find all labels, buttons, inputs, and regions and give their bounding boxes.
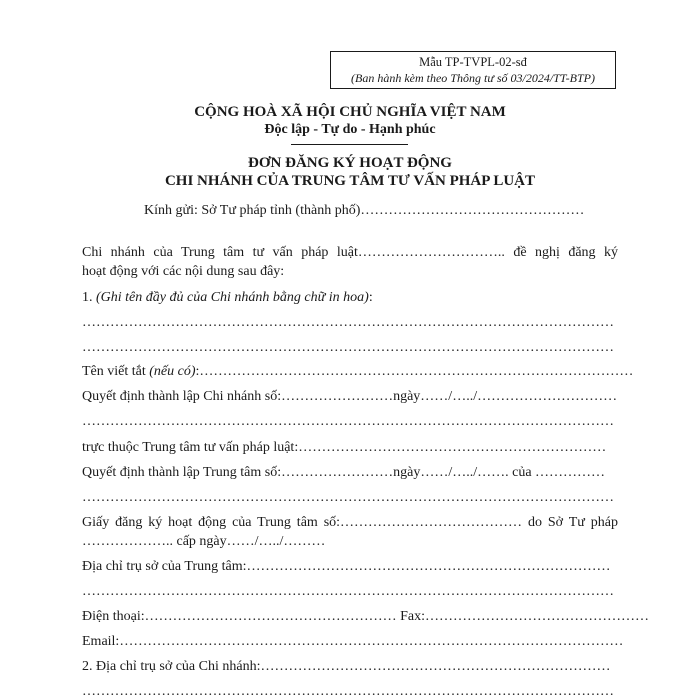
- form-code: Mẫu TP-TVPL-02-sđ: [419, 55, 527, 69]
- branch-decision-line: Quyết định thành lập Chi nhánh số:……………………ngày……/…../…………………………: [82, 389, 618, 404]
- intro-line1: Chi nhánh của Trung tâm tư vấn pháp luật………………………….. đề nghị đăng ký: [82, 245, 618, 260]
- document-title-line2: CHI NHÁNH CỦA TRUNG TÂM TƯ VẤN PHÁP LUẬT: [164, 173, 536, 189]
- intro-line2: hoạt động với các nội dung sau đây:: [82, 264, 285, 279]
- blank-line-1: ……………………………………………………………………………………………………: [82, 315, 614, 330]
- national-title: CỘNG HOÀ XÃ HỘI CHỦ NGHĨA VIỆT NAM: [194, 104, 506, 120]
- motto-underline: [291, 144, 408, 145]
- form-issued-note: (Ban hành kèm theo Thông tư số 03/2024/TT-BTP): [351, 71, 595, 85]
- abbreviation-hint: (nếu có): [149, 364, 196, 379]
- national-motto: Độc lập - Tự do - Hạnh phúc: [264, 122, 436, 137]
- parent-center-line: trực thuộc Trung tâm tư vấn pháp luật:…………………………………………………………: [82, 440, 607, 455]
- section1-heading: [82, 290, 618, 306]
- center-address-line: Địa chỉ trụ sở của Trung tâm:……………………………………………………………………: [82, 559, 611, 574]
- abbreviation-label: Tên viết tắt: [82, 364, 150, 379]
- branch-address-line: 2. Địa chỉ trụ sở của Chi nhánh:…………………………………………………………………: [82, 659, 611, 674]
- blank-line-4: ……………………………………………………………………………………………………: [82, 490, 614, 505]
- blank-line-2: ……………………………………………………………………………………………………: [82, 340, 614, 355]
- blank-line-5: ……………………………………………………………………………………………………: [82, 584, 614, 599]
- recipient-line: Kính gửi: Sở Tư pháp tỉnh (thành phố)…………………………………………: [144, 203, 585, 218]
- center-decision-line: Quyết định thành lập Trung tâm số:……………………ngày……/…../……. của ……………: [82, 465, 606, 480]
- email-line: Email:………………………………………………………………………………………………: [82, 634, 624, 649]
- registration-line1: Giấy đăng ký hoạt động của Trung tâm số:………………………………… do Sở Tư pháp: [82, 515, 618, 530]
- form-code-box: [330, 51, 616, 89]
- document-title-line1: ĐƠN ĐĂNG KÝ HOẠT ĐỘNG: [248, 155, 452, 171]
- section1-colon: :: [368, 290, 373, 305]
- blank-line-3: ……………………………………………………………………………………………………: [82, 414, 614, 429]
- abbreviation-line: [82, 364, 634, 380]
- registration-line2: ……………….. cấp ngày……/…../………: [82, 534, 326, 549]
- blank-line-6: ……………………………………………………………………………………………………: [82, 684, 614, 699]
- abbreviation-fill: :…………………………………………………………………………………: [195, 364, 634, 379]
- phone-fax-line: Điện thoại:……………………………………………… Fax:…………………………………………: [82, 609, 649, 624]
- section1-number: 1.: [82, 290, 96, 305]
- section1-hint: (Ghi tên đầy đủ của Chi nhánh bằng chữ in hoa): [96, 290, 369, 305]
